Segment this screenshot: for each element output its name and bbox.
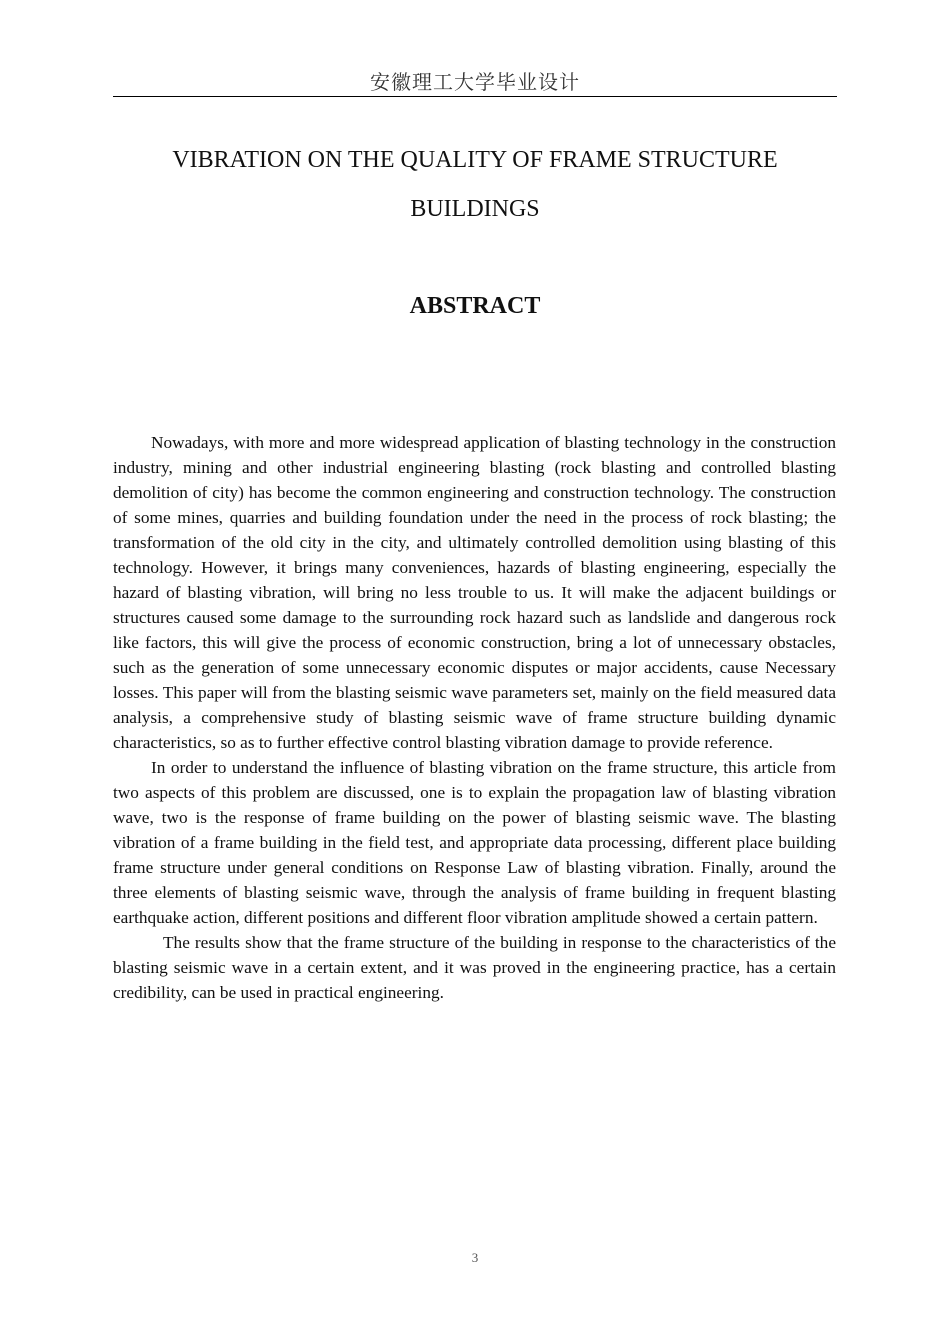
abstract-body <box>113 430 836 1005</box>
abstract-paragraph-3: The results show that the frame structure of the building in response to the characteristics of the blasting seismic wave in a certain extent, and it was proved in the engineering practice, has a certain credibility, can be used in practical engineering. <box>113 933 836 1002</box>
page-header: 安徽理工大学毕业设计 <box>113 68 837 97</box>
thesis-title-line-1: VIBRATION ON THE QUALITY OF FRAME STRUCTURE <box>172 147 778 173</box>
page-number: 3 <box>471 1250 479 1265</box>
abstract-paragraph-1: Nowadays, with more and more widespread application of blasting technology in the construction industry, mining and other industrial engineering blasting (rock blasting and controlled blasting demolition of city) has become the common engineering and construction technology. The construction of some mines, quarries and building foundation under the need in the process of rock blasting; the transformation of the old city in the city, and ultimately controlled demolition using blasting of this technology. However, it brings many conveniences, hazards of blasting engineering, especially the hazard of blasting vibration, will bring no less trouble to us. It will make the adjacent buildings or structures caused some damage to the surrounding rock hazard such as landslide and dangerous rock like factors, this will give the process of economic construction, bring a lot of unnecessary obstacles, such as the generation of some unnecessary economic disputes or major accidents, cause Necessary losses. This paper will from the blasting seismic wave parameters set, mainly on the field measured data analysis, a comprehensive study of blasting seismic wave of frame structure building dynamic characteristics, so as to further effective control blasting vibration damage to provide reference. <box>113 433 836 752</box>
thesis-title <box>113 136 837 234</box>
abstract-heading: ABSTRACT <box>409 293 541 319</box>
thesis-title-line-2: BUILDINGS <box>410 196 540 222</box>
abstract-paragraph-2: In order to understand the influence of blasting vibration on the frame structure, this article from two aspects of this problem are discussed, one is to explain the propagation law of blasting vibration wave, two is the response of frame building on the power of blasting seismic wave. The blasting vibration of a frame building in the field test, and appropriate data processing, different place building frame structure under general conditions on Response Law of blasting vibration. Finally, around the three elements of blasting seismic wave, through the analysis of frame building in frequent blasting earthquake action, different positions and different floor vibration amplitude showed a certain pattern. <box>113 758 836 927</box>
